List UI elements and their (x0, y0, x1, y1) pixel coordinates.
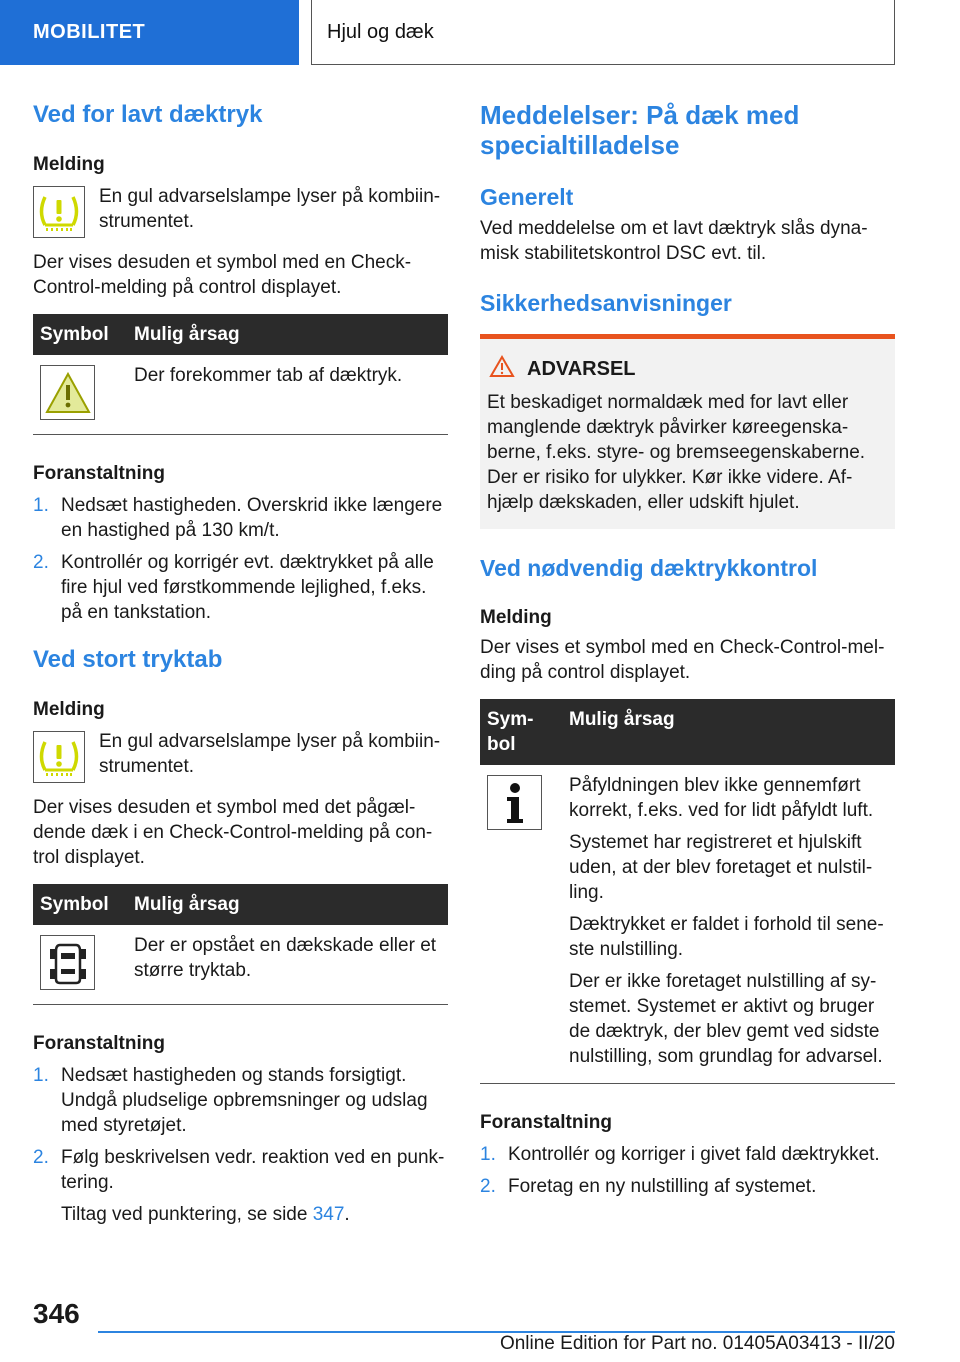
warning-label: ADVARSEL (527, 358, 636, 380)
subheading-safety: Sikkerhedsanvisninger (480, 290, 732, 316)
warning-triangle-icon (489, 355, 515, 384)
page-number: 346 (33, 1298, 80, 1329)
column-header-cause: Mulig årsag (127, 314, 448, 355)
column-header-symbol: Symbol (33, 884, 127, 925)
list-item (480, 1142, 895, 1167)
table-row (33, 355, 448, 435)
message-text: En gul advarselslampe lyser på kombiinstrumentet. (99, 186, 441, 232)
list-text: Nedsæt hastigheden. Overskrid ikke længere en hastighed på 130 km/t. (61, 495, 443, 541)
list-text: Følg beskrivelsen vedr. reaktion ved en punktering. (61, 1147, 445, 1193)
message-note: Der vises et symbol med en Check-Control-melding på control displayet. (480, 637, 885, 683)
section-heading-low-pressure: Ved for lavt dæktryk (33, 101, 263, 128)
warning-box (480, 334, 895, 529)
list-number: 1. (33, 495, 49, 516)
message-note: Der vises desuden et symbol med det pågældende dæk i en Check-Control-melding på control displayet. (33, 797, 433, 868)
action-list (33, 493, 448, 625)
message-row (33, 729, 448, 783)
section-heading-large-loss: Ved stort tryktab (33, 646, 223, 673)
list-number: 2. (33, 552, 49, 573)
action-list (480, 1142, 895, 1199)
table-cell-cause: Der forekommer tab af dæktryk. (127, 355, 448, 435)
action-label: Foranstaltning (480, 1112, 612, 1133)
section-title: MOBILITET (33, 21, 146, 43)
table-cell-causes (562, 765, 895, 1084)
right-column (480, 100, 895, 1206)
list-text: Kontrollér og korriger i givet fald dæktrykket. (508, 1144, 880, 1165)
warning-triangle-icon (40, 365, 95, 420)
edition-text: Online Edition for Part no. 01405A03413 - II/20 (499, 1333, 895, 1354)
warning-header (489, 355, 888, 384)
subheading-check: Ved nødvendig dæktrykkontrol (480, 555, 818, 581)
column-header-cause: Mulig årsag (562, 699, 895, 765)
list-number: 1. (33, 1065, 49, 1086)
general-text: Ved meddelelse om et lavt dæktryk slås dynamisk stabilitetskontrol DSC evt. til. (480, 218, 868, 264)
action-label: Foranstaltning (33, 463, 165, 484)
left-column (33, 100, 448, 1241)
message-row (33, 184, 448, 238)
message-label: Melding (33, 699, 105, 720)
list-item (480, 1174, 895, 1199)
table-cell-cause: Der er opstået en dækskade eller et større tryktab. (127, 925, 448, 1005)
list-text: Nedsæt hastigheden og stands forsigtigt. Undgå pludselige opbremsninger og udslag med styretøjet. (61, 1065, 428, 1136)
symbol-table (480, 699, 895, 1084)
symbol-table (33, 884, 448, 1005)
list-item (33, 1063, 448, 1138)
message-text: En gul advarselslampe lyser på kombiinstrumentet. (99, 731, 441, 777)
action-list (33, 1063, 448, 1234)
car-tire-icon (40, 935, 95, 990)
cause-text: Påfyldningen blev ikke gennemført korrekt, f.eks. ved for lidt påfyldt luft. (569, 775, 874, 821)
list-text: Kontrollér og korrigér evt. dæktrykket på alle fire hjul ved førstkommende lejlighed, f.eks. på en tankstation. (61, 552, 434, 623)
list-number: 1. (480, 1144, 496, 1165)
column-header-cause: Mulig årsag (127, 884, 448, 925)
list-text: Foretag en ny nulstilling af systemet. (508, 1176, 817, 1197)
column-header-symbol: Symbol (480, 699, 562, 765)
message-note: Der vises desuden et symbol med en Check-Control-melding på control displayet. (33, 252, 412, 298)
list-item (33, 550, 448, 625)
info-icon (487, 775, 542, 830)
list-number: 2. (480, 1176, 496, 1197)
table-row (33, 925, 448, 1005)
tire-pressure-warning-icon (33, 731, 85, 783)
column-header-symbol: Symbol (33, 314, 127, 355)
cause-text: Der er ikke foretaget nulstilling af systemet. Systemet er aktivt og bruger de dæktryk, der blev gemt ved sidste nulstilling, som grundlag for advarsel. (569, 971, 883, 1067)
list-number: 2. (33, 1147, 49, 1168)
page-reference (61, 1202, 448, 1227)
warning-text: Et beskadiget normaldæk med for lavt eller manglende dæktryk påvirker køreegenskaberne, f.eks. styre- og bremseegenskaberne. Der er risiko for ulykker. Kør ikke videre. Afhjælp dækskaden, eller udskift hjulet. (487, 392, 866, 513)
action-label: Foranstaltning (33, 1033, 165, 1054)
chapter-title: Hjul og dæk (327, 20, 434, 43)
list-item (33, 493, 448, 543)
tire-pressure-warning-icon (33, 186, 85, 238)
message-label: Melding (480, 607, 552, 628)
cause-text: Dæktrykket er faldet i forhold til seneste nulstilling. (569, 914, 884, 960)
cause-text: Systemet har registreret et hjulskift uden, at der blev foretaget et nulstilling. (569, 832, 873, 903)
message-label: Melding (33, 154, 105, 175)
list-item (33, 1145, 448, 1234)
reference-suffix: . (344, 1204, 350, 1225)
page-link[interactable]: 347 (312, 1204, 345, 1225)
reference-text: Tiltag ved punktering, se side (61, 1204, 313, 1225)
table-row (480, 765, 895, 1084)
subheading-general: Generelt (480, 184, 574, 210)
section-heading-special-tires: Meddelelser: På dæk med specialtilladelse (480, 100, 800, 160)
chapter-tab (311, 0, 895, 65)
symbol-table (33, 314, 448, 435)
section-tab (0, 0, 299, 65)
